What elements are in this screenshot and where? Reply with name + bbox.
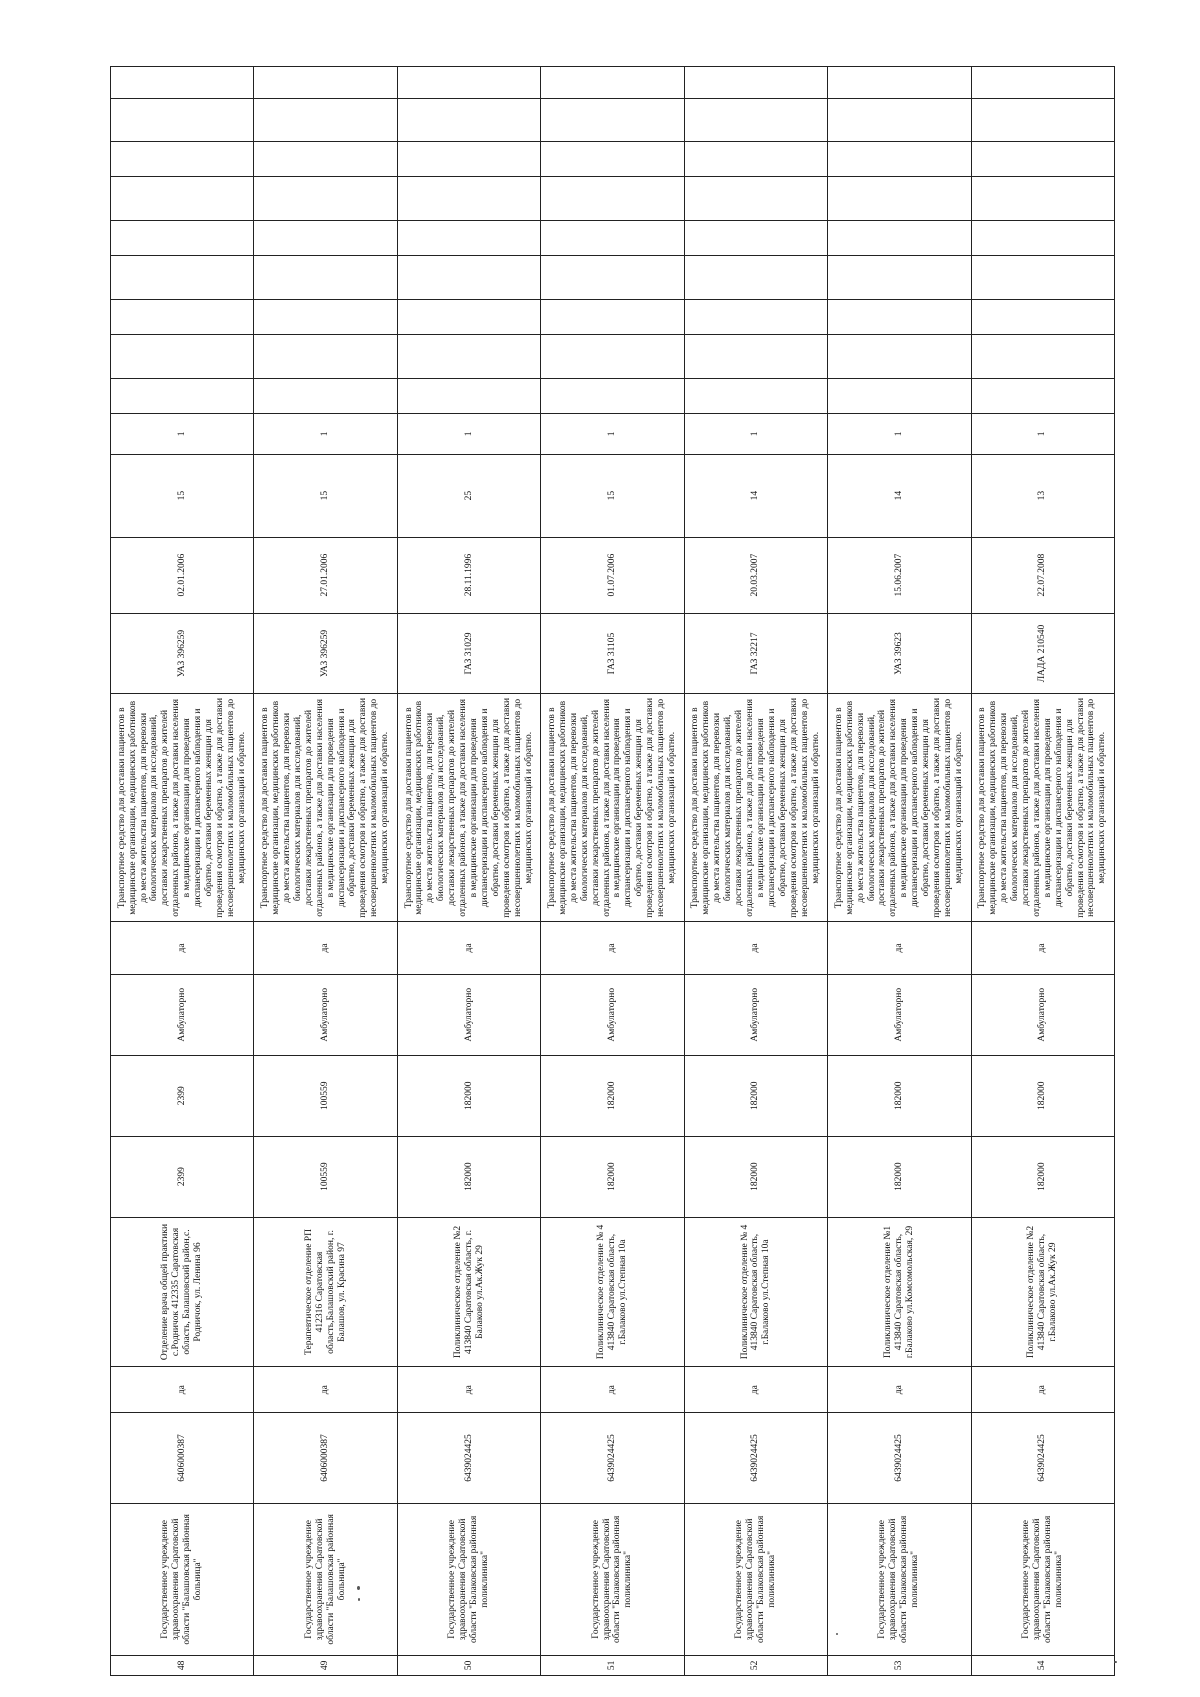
- empty-cell: [684, 142, 827, 177]
- empty-cell: [254, 98, 397, 142]
- department-address: Терапевтическое отделение РП 412316 Саратовская область,Балашовский район, г. Балашов, ул. Красина 97: [254, 1217, 397, 1367]
- value-cell: 182000: [971, 1055, 1114, 1136]
- flag-cell: да: [971, 922, 1114, 975]
- vehicle-count: 1: [254, 414, 397, 454]
- empty-cell: [397, 256, 540, 300]
- row-number: 51: [541, 1655, 684, 1675]
- vehicle-purpose: Транспортное средство для доставки пациентов в медицинские организации, медицинских работников до места жительства пациентов, для перевозки биологических материалов для исследований, доставки лекарственных препаратов до жителей отдаленных районов, а также для доставки населения в медицинские организации для проведения диспансеризации и диспансерного наблюдения и обратно, доставки беременных женщин для проведения осмотров и обратно, а также для доставки несовершеннолетних и маломобильных пациентов до медицинских организаций и обратно.: [111, 694, 254, 922]
- organization-name: Государственное учреждение здравоохранения Саратовской области "Балаковская районная поликлиника": [397, 1503, 540, 1655]
- vehicle-count: 1: [397, 414, 540, 454]
- row-number: 53: [828, 1655, 971, 1675]
- empty-cell: [828, 177, 971, 221]
- value-cell: 182000: [541, 1136, 684, 1217]
- vehicle-purpose: Транспортное средство для доставки пациентов в медицинские организации, медицинских работников до места жительства пациентов, для перевозки биологических материалов для исследований, доставки лекарственных препаратов до жителей отдаленных районов, а также для доставки населения в медицинские организации для проведения диспансеризации и диспансерного наблюдения и обратно, доставки беременных женщин для проведения осмотров и обратно, а также для доставки несовершеннолетних и маломобильных пациентов до медицинских организаций и обратно.: [828, 694, 971, 922]
- department-address: Отделение врача общей практики с.Родничок 412335 Саратовская область, Балашовский район,с. Родничок, ул. Ленина 96: [111, 1217, 254, 1367]
- rotated-table-wrapper: [110, 66, 1115, 1676]
- table-row: [828, 67, 971, 1676]
- empty-cell: [828, 256, 971, 300]
- scan-speck: [836, 1633, 838, 1635]
- value-cell: 2399: [111, 1136, 254, 1217]
- empty-cell: [111, 378, 254, 413]
- empty-cell: [541, 335, 684, 379]
- care-type: Амбулаторно: [971, 974, 1114, 1055]
- vehicle-purpose: Транспортное средство для доставки пациентов в медицинские организации, медицинских работников до места жительства пациентов, для перевозки биологических материалов для исследований, доставки лекарственных препаратов до жителей отдаленных районов, а также для доставки населения в медицинские организации для проведения диспансеризации и диспансерного наблюдения и обратно, доставки беременных женщин для проведения осмотров и обратно, а также для доставки несовершеннолетних и маломобильных пациентов до медицинских организаций и обратно.: [684, 694, 827, 922]
- care-type: Амбулаторно: [111, 974, 254, 1055]
- empty-cell: [684, 378, 827, 413]
- vehicle-date: 01.07.2006: [541, 537, 684, 613]
- empty-cell: [541, 98, 684, 142]
- organization-inn: 6439024425: [828, 1412, 971, 1503]
- empty-cell: [397, 177, 540, 221]
- vehicle-date: 22.07.2008: [971, 537, 1114, 613]
- department-address: Поликлиническое отделение №1 413840 Саратовская область, г.Балаково ул.Комсомольская, 29: [828, 1217, 971, 1367]
- department-address: Поликлиническое отделение № 4 413840 Саратовская область, г.Балаково ул.Степная 10а: [684, 1217, 827, 1367]
- empty-cell: [828, 378, 971, 413]
- empty-cell: [684, 67, 827, 99]
- vehicle-model: УАЗ 39623: [828, 613, 971, 694]
- vehicle-age-years: 15: [541, 454, 684, 537]
- row-number: 48: [111, 1655, 254, 1675]
- empty-cell: [397, 299, 540, 334]
- flag-cell: да: [254, 1367, 397, 1413]
- flag-cell: да: [111, 1367, 254, 1413]
- empty-cell: [541, 142, 684, 177]
- vehicle-model: УАЗ 396259: [111, 613, 254, 694]
- vehicle-model: УАЗ 396259: [254, 613, 397, 694]
- value-cell: 182000: [397, 1055, 540, 1136]
- vehicle-purpose: Транспортное средство для доставки пациентов в медицинские организации, медицинских работников до места жительства пациентов, для перевозки биологических материалов для исследований, доставки лекарственных препаратов до жителей отдаленных районов, а также для доставки населения в медицинские организации для проведения диспансеризации и диспансерного наблюдения и обратно, доставки беременных женщин для проведения осмотров и обратно, а также для доставки несовершеннолетних и маломобильных пациентов до медицинских организаций и обратно.: [971, 694, 1114, 922]
- empty-cell: [254, 220, 397, 255]
- organization-inn: 6406000387: [254, 1412, 397, 1503]
- empty-cell: [397, 98, 540, 142]
- empty-cell: [254, 378, 397, 413]
- organization-inn: 6439024425: [971, 1412, 1114, 1503]
- empty-cell: [397, 335, 540, 379]
- empty-cell: [111, 220, 254, 255]
- empty-cell: [971, 220, 1114, 255]
- empty-cell: [254, 142, 397, 177]
- vehicle-purpose: Транспортное средство для доставки пациентов в медицинские организации, медицинских работников до места жительства пациентов, для перевозки биологических материалов для исследований, доставки лекарственных препаратов до жителей отдаленных районов, а также для доставки населения в медицинские организации для проведения диспансеризации и диспансерного наблюдения и обратно, доставки беременных женщин для проведения осмотров и обратно, а также для доставки несовершеннолетних и маломобильных пациентов до медицинских организаций и обратно.: [397, 694, 540, 922]
- flag-cell: да: [971, 1367, 1114, 1413]
- organization-name: Государственное учреждение здравоохранения Саратовской области "Балашовская районная больница": [111, 1503, 254, 1655]
- table-row: [254, 67, 397, 1676]
- vehicle-date: 02.01.2006: [111, 537, 254, 613]
- empty-cell: [397, 378, 540, 413]
- row-number: 52: [684, 1655, 827, 1675]
- scan-speck: [357, 1586, 360, 1590]
- empty-cell: [541, 378, 684, 413]
- empty-cell: [541, 67, 684, 99]
- empty-cell: [254, 299, 397, 334]
- empty-cell: [111, 67, 254, 99]
- vehicle-count: 1: [111, 414, 254, 454]
- vehicle-count: 1: [828, 414, 971, 454]
- vehicle-date: 15.06.2007: [828, 537, 971, 613]
- empty-cell: [684, 335, 827, 379]
- flag-cell: да: [397, 922, 540, 975]
- flag-cell: да: [111, 922, 254, 975]
- department-address: Поликлиническое отделение № 4 413840 Саратовская область, г.Балаково ул.Степная 10а: [541, 1217, 684, 1367]
- care-type: Амбулаторно: [254, 974, 397, 1055]
- flag-cell: да: [397, 1367, 540, 1413]
- table-body: [111, 67, 1115, 1676]
- vehicle-model: ЛАДА 210540: [971, 613, 1114, 694]
- organization-inn: 6439024425: [684, 1412, 827, 1503]
- empty-cell: [541, 256, 684, 300]
- vehicle-date: 20.03.2007: [684, 537, 827, 613]
- value-cell: 100559: [254, 1055, 397, 1136]
- value-cell: 182000: [828, 1136, 971, 1217]
- organization-name: Государственное учреждение здравоохранения Саратовской области "Балаковская районная поликлиника": [684, 1503, 827, 1655]
- row-number: 50: [397, 1655, 540, 1675]
- empty-cell: [397, 67, 540, 99]
- empty-cell: [111, 299, 254, 334]
- department-address: Поликлиническое отделение №2 413840 Саратовская область, г.Балаково ул.Ак.Жук 29: [971, 1217, 1114, 1367]
- organization-inn: 6439024425: [397, 1412, 540, 1503]
- table-row: [111, 67, 254, 1676]
- organization-inn: 6439024425: [541, 1412, 684, 1503]
- scan-speck: [358, 1598, 360, 1601]
- empty-cell: [971, 142, 1114, 177]
- vehicle-model: ГАЗ 32217: [684, 613, 827, 694]
- flag-cell: да: [541, 1367, 684, 1413]
- empty-cell: [971, 98, 1114, 142]
- table-row: [397, 67, 540, 1676]
- empty-cell: [254, 256, 397, 300]
- vehicle-date: 27.01.2006: [254, 537, 397, 613]
- empty-cell: [541, 177, 684, 221]
- value-cell: 182000: [541, 1055, 684, 1136]
- empty-cell: [111, 98, 254, 142]
- empty-cell: [971, 177, 1114, 221]
- vehicle-purpose: Транспортное средство для доставки пациентов в медицинские организации, медицинских работников до места жительства пациентов, для перевозки биологических материалов для исследований, доставки лекарственных препаратов до жителей отдаленных районов, а также для доставки населения в медицинские организации для проведения диспансеризации и диспансерного наблюдения и обратно, доставки беременных женщин для проведения осмотров и обратно, а также для доставки несовершеннолетних и маломобильных пациентов до медицинских организаций и обратно.: [541, 694, 684, 922]
- empty-cell: [111, 142, 254, 177]
- empty-cell: [684, 299, 827, 334]
- organization-name: Государственное учреждение здравоохранения Саратовской области "Балаковская районная поликлиника": [828, 1503, 971, 1655]
- organization-name: Государственное учреждение здравоохранения Саратовской области "Балаковская районная поликлиника": [971, 1503, 1114, 1655]
- empty-cell: [111, 335, 254, 379]
- empty-cell: [828, 142, 971, 177]
- value-cell: 182000: [684, 1136, 827, 1217]
- empty-cell: [971, 335, 1114, 379]
- department-address: Поликлиническое отделение №2 413840 Саратовская область, г. Балаково ул.Ак.Жук 29: [397, 1217, 540, 1367]
- empty-cell: [254, 335, 397, 379]
- empty-cell: [254, 67, 397, 99]
- scan-speck: [1114, 1661, 1117, 1663]
- table-row: [971, 67, 1114, 1676]
- flag-cell: да: [828, 1367, 971, 1413]
- row-number: 54: [971, 1655, 1114, 1675]
- row-number: 49: [254, 1655, 397, 1675]
- care-type: Амбулаторно: [828, 974, 971, 1055]
- care-type: Амбулаторно: [684, 974, 827, 1055]
- value-cell: 182000: [397, 1136, 540, 1217]
- vehicle-age-years: 14: [828, 454, 971, 537]
- vehicle-age-years: 15: [111, 454, 254, 537]
- vehicle-count: 1: [971, 414, 1114, 454]
- empty-cell: [541, 299, 684, 334]
- value-cell: 2399: [111, 1055, 254, 1136]
- flag-cell: да: [684, 922, 827, 975]
- vehicle-age-years: 13: [971, 454, 1114, 537]
- empty-cell: [828, 220, 971, 255]
- vehicle-model: ГАЗ 31029: [397, 613, 540, 694]
- empty-cell: [828, 299, 971, 334]
- empty-cell: [111, 256, 254, 300]
- flag-cell: да: [828, 922, 971, 975]
- value-cell: 182000: [971, 1136, 1114, 1217]
- empty-cell: [684, 177, 827, 221]
- vehicle-purpose: Транспортное средство для доставки пациентов в медицинские организации, медицинских работников до места жительства пациентов, для перевозки биологических материалов для исследований, доставки лекарственных препаратов до жителей отдаленных районов, а также для доставки населения в медицинские организации для проведения диспансеризации и диспансерного наблюдения и обратно, доставки беременных женщин для проведения осмотров и обратно, а также для доставки несовершеннолетних и маломобильных пациентов до медицинских организаций и обратно.: [254, 694, 397, 922]
- value-cell: 182000: [828, 1055, 971, 1136]
- care-type: Амбулаторно: [541, 974, 684, 1055]
- empty-cell: [397, 220, 540, 255]
- organization-inn: 6406000387: [111, 1412, 254, 1503]
- empty-cell: [254, 177, 397, 221]
- organization-name: Государственное учреждение здравоохранения Саратовской области "Балаковская районная поликлиника": [541, 1503, 684, 1655]
- empty-cell: [684, 98, 827, 142]
- vehicle-age-years: 15: [254, 454, 397, 537]
- vehicle-model: ГАЗ 31105: [541, 613, 684, 694]
- vehicle-register-table: [110, 66, 1115, 1676]
- flag-cell: да: [254, 922, 397, 975]
- empty-cell: [971, 67, 1114, 99]
- empty-cell: [828, 67, 971, 99]
- vehicle-count: 1: [684, 414, 827, 454]
- empty-cell: [684, 256, 827, 300]
- empty-cell: [684, 220, 827, 255]
- vehicle-date: 28.11.1996: [397, 537, 540, 613]
- empty-cell: [828, 98, 971, 142]
- empty-cell: [541, 220, 684, 255]
- empty-cell: [111, 177, 254, 221]
- empty-cell: [971, 378, 1114, 413]
- empty-cell: [828, 335, 971, 379]
- table-row: [684, 67, 827, 1676]
- vehicle-count: 1: [541, 414, 684, 454]
- flag-cell: да: [684, 1367, 827, 1413]
- value-cell: 182000: [684, 1055, 827, 1136]
- vehicle-age-years: 14: [684, 454, 827, 537]
- care-type: Амбулаторно: [397, 974, 540, 1055]
- empty-cell: [971, 299, 1114, 334]
- flag-cell: да: [541, 922, 684, 975]
- empty-cell: [971, 256, 1114, 300]
- vehicle-age-years: 25: [397, 454, 540, 537]
- empty-cell: [397, 142, 540, 177]
- organization-name: Государственное учреждение здравоохранения Саратовской области "Балашовская районная больница": [254, 1503, 397, 1655]
- value-cell: 100559: [254, 1136, 397, 1217]
- table-row: [541, 67, 684, 1676]
